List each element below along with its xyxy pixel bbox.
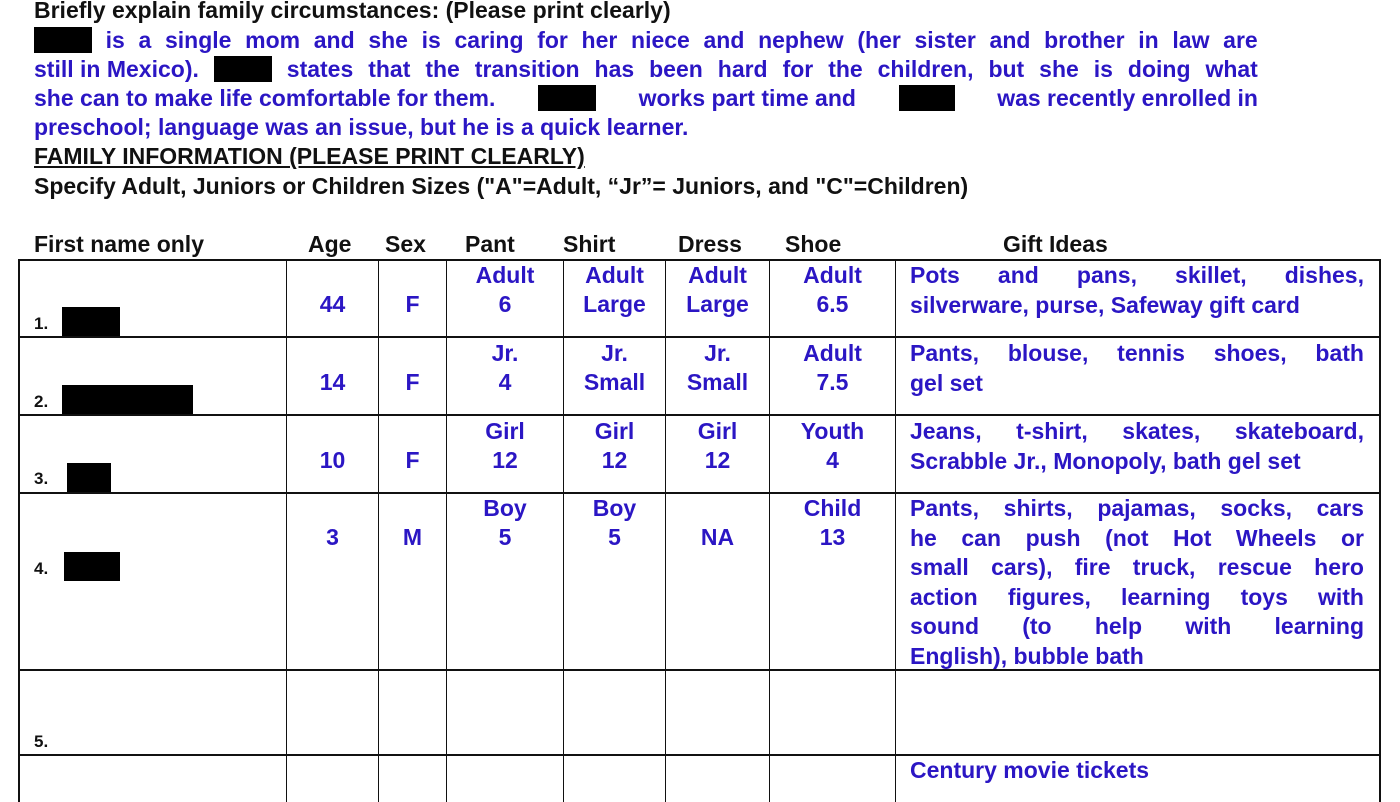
gift-word: socks, (1220, 495, 1292, 521)
row-number: 2. (34, 392, 49, 411)
word: a (138, 27, 152, 53)
word: the (425, 56, 460, 82)
gift-ideas-cell (910, 339, 1364, 398)
word: she (1039, 56, 1079, 82)
circumstances-line-3 (34, 85, 1258, 111)
gift-line: English), bubble bath (910, 642, 1144, 669)
family-info-heading: FAMILY INFORMATION (PLEASE PRINT CLEARLY) (34, 143, 585, 169)
row-number: 1. (34, 314, 49, 333)
gift-word: bath (1315, 340, 1364, 366)
gift-line (910, 494, 1364, 524)
word: mom (245, 27, 301, 53)
size-value: 12 (601, 447, 628, 473)
size-value: 6 (498, 291, 512, 317)
word: she (368, 27, 408, 53)
gift-line: gel set (910, 369, 983, 396)
gift-word: Hot (1173, 524, 1212, 551)
dress-size-cell (666, 261, 769, 319)
gift-line (910, 417, 1364, 447)
word: sister (914, 27, 976, 53)
gift-ideas-cell (910, 261, 1364, 320)
header-sex: Sex (385, 231, 426, 257)
size-type: Adult (803, 262, 862, 288)
grid-hline (18, 414, 1381, 416)
size-value: 5 (608, 524, 621, 550)
size-value: Small (686, 369, 749, 395)
size-instructions: Specify Adult, Juniors or Children Sizes ("A"=Adult, “Jr”= Juniors, and "C"=Children) (34, 173, 969, 199)
word: brother (1044, 27, 1125, 53)
header-shoe: Shoe (785, 231, 842, 257)
size-value: 13 (819, 524, 846, 550)
gift-word: cars (1316, 495, 1364, 521)
gift-word: skates, (1122, 418, 1201, 444)
gift-word: cars), (991, 554, 1053, 580)
redaction-box (214, 56, 272, 82)
gift-line (910, 612, 1364, 642)
gift-word: dishes, (1284, 262, 1364, 288)
gift-ideas-cell (910, 756, 1364, 786)
gift-line (910, 553, 1364, 583)
word: caring (454, 27, 524, 53)
gift-word: tennis (1117, 340, 1185, 366)
sex-cell: F (405, 291, 420, 317)
word: hard (717, 56, 768, 82)
gift-word: rescue (1217, 554, 1292, 580)
age-cell: 3 (326, 524, 339, 550)
size-type: Girl (485, 418, 525, 444)
header-dress: Dress (678, 231, 742, 257)
header-gift-ideas: Gift Ideas (1003, 231, 1108, 257)
gift-line: silverware, purse, Safeway gift card (910, 291, 1300, 318)
size-type: Youth (800, 418, 865, 444)
sex-cell: F (405, 369, 420, 395)
shoe-size-cell (770, 339, 895, 397)
word: (her (857, 27, 901, 53)
text-segment: was recently enrolled in (997, 85, 1258, 111)
gift-word: toys (1240, 583, 1288, 610)
gift-word: small (910, 554, 969, 580)
size-type: Jr. (491, 340, 519, 366)
size-type: Child (803, 495, 862, 521)
gift-line (910, 524, 1364, 554)
gift-word: fire (1074, 554, 1111, 580)
size-type: Jr. (601, 340, 628, 366)
word: for (537, 27, 568, 53)
pant-size-cell (447, 417, 563, 475)
word: is (105, 27, 125, 53)
gift-word: and (997, 262, 1039, 288)
size-type: Adult (475, 262, 535, 288)
word: her (581, 27, 618, 53)
gift-word: (to (1022, 613, 1052, 639)
age-cell: 44 (319, 291, 346, 317)
gift-word: pans, (1076, 262, 1137, 288)
gift-line (910, 583, 1364, 613)
header-shirt: Shirt (563, 231, 616, 257)
word: and (313, 27, 355, 53)
text-segment: works part time and (638, 85, 856, 111)
size-value: Large (583, 291, 646, 317)
word: children, (877, 56, 974, 82)
word: for (782, 56, 814, 82)
grid-hline (18, 336, 1381, 338)
gift-word: blouse, (1007, 340, 1089, 366)
gift-word: Jeans, (910, 418, 982, 444)
redacted-name (62, 307, 120, 336)
size-type: Girl (697, 418, 738, 444)
pant-size-cell (447, 339, 563, 397)
gift-word: shirts, (1003, 495, 1073, 521)
word: has (594, 56, 635, 82)
size-value: 6.5 (816, 291, 849, 317)
gift-line: Scrabble Jr., Monopoly, bath gel set (910, 447, 1301, 474)
gift-word: Pants, (910, 340, 980, 366)
grid-vline (1379, 259, 1381, 802)
gift-word: learning (1121, 583, 1211, 610)
gift-word: t-shirt, (1016, 418, 1088, 444)
gift-word: pajamas, (1097, 495, 1196, 521)
gift-word: Pants, (910, 495, 980, 521)
row-number: 5. (34, 732, 49, 751)
word: what (1205, 56, 1258, 82)
word: in (1138, 27, 1159, 53)
header-first-name: First name only (34, 231, 204, 257)
dress-size-cell (666, 417, 769, 475)
circumstances-line-4: preschool; language was an issue, but he is a quick learner. (34, 114, 689, 140)
word: niece (631, 27, 690, 53)
word: is (421, 27, 441, 53)
size-type: Adult (688, 262, 747, 288)
word: doing (1127, 56, 1191, 82)
grid-vline (895, 259, 896, 802)
shoe-size-cell (770, 261, 895, 319)
text-segment: still in Mexico). (34, 56, 199, 82)
pant-size-cell (447, 494, 563, 552)
size-type: Jr. (704, 340, 731, 366)
dress-size-cell (666, 339, 769, 397)
shirt-size-cell (564, 261, 665, 319)
shirt-size-cell (564, 417, 665, 475)
size-value: 7.5 (816, 369, 849, 395)
word: nephew (758, 27, 844, 53)
redacted-name (62, 385, 193, 414)
circumstances-line-2 (34, 56, 1258, 82)
gift-word: with (1317, 583, 1364, 610)
gift-word: can (961, 524, 1002, 551)
word: single (165, 27, 232, 53)
size-value: Large (686, 291, 749, 317)
shirt-size-cell (564, 339, 665, 397)
gift-word: help (1094, 613, 1143, 639)
gift-ideas-cell (910, 417, 1364, 476)
word: that (368, 56, 411, 82)
word: are (1223, 27, 1258, 53)
word: transition (474, 56, 580, 82)
gift-word: (not (1105, 524, 1149, 551)
gift-word: with (1185, 613, 1232, 639)
gift-word: he (910, 524, 937, 551)
gift-ideas-cell (910, 494, 1364, 671)
shoe-size-cell (770, 417, 895, 475)
redaction-box (34, 27, 92, 53)
sex-cell: M (402, 524, 423, 550)
size-value: 4 (498, 369, 512, 395)
gift-word: sound (910, 613, 979, 639)
shirt-size-cell (564, 494, 665, 552)
gift-word: learning (1274, 613, 1364, 639)
word: law (1172, 27, 1210, 53)
gift-word: push (1025, 524, 1081, 551)
size-value: NA (700, 524, 735, 550)
redacted-name (67, 463, 111, 492)
shoe-size-cell (770, 494, 895, 552)
gift-word: skillet, (1175, 262, 1247, 288)
size-value: Small (583, 369, 646, 395)
age-cell: 10 (319, 447, 346, 473)
grid-vline (18, 259, 20, 802)
sex-cell: F (405, 447, 420, 473)
size-value: 12 (704, 447, 731, 473)
size-type: Adult (585, 262, 644, 288)
gift-line (910, 339, 1364, 369)
gift-word: shoes, (1213, 340, 1287, 366)
row-number: 3. (34, 469, 49, 488)
word: states (286, 56, 354, 82)
gift-line (910, 261, 1364, 291)
redacted-name (64, 552, 120, 581)
word: and (703, 27, 745, 53)
word: is (1093, 56, 1113, 82)
word: and (989, 27, 1031, 53)
word: the (828, 56, 863, 82)
size-value: 4 (826, 447, 839, 473)
word: been (649, 56, 703, 82)
header-age: Age (308, 231, 352, 257)
redaction-box (538, 85, 596, 111)
pant-size-cell (447, 261, 563, 319)
size-type: Boy (483, 495, 527, 521)
gift-word: skateboard, (1234, 418, 1364, 444)
circumstances-line-1 (34, 27, 1258, 53)
size-type: Boy (592, 495, 637, 521)
gift-word: truck, (1132, 554, 1196, 580)
size-type: Adult (803, 340, 862, 366)
text-segment: she can to make life comfortable for them. (34, 85, 496, 111)
size-type: Girl (594, 418, 635, 444)
circumstances-label: Briefly explain family circumstances: (Please print clearly) (34, 0, 671, 23)
row-number: 4. (34, 559, 49, 578)
header-pant: Pant (465, 231, 515, 257)
gift-word: or (1341, 524, 1364, 551)
word: but (988, 56, 1025, 82)
redaction-box (899, 85, 955, 111)
gift-word: figures, (1007, 583, 1091, 610)
gift-word: Wheels (1235, 524, 1317, 551)
size-value: 5 (498, 524, 512, 550)
gift-word: hero (1314, 554, 1364, 580)
size-value: 12 (492, 447, 518, 473)
gift-word: action (910, 583, 978, 610)
gift-word: Pots (910, 262, 960, 288)
dress-size-cell (666, 523, 769, 552)
age-cell: 14 (319, 369, 346, 395)
gift-line: Century movie tickets (910, 757, 1150, 783)
